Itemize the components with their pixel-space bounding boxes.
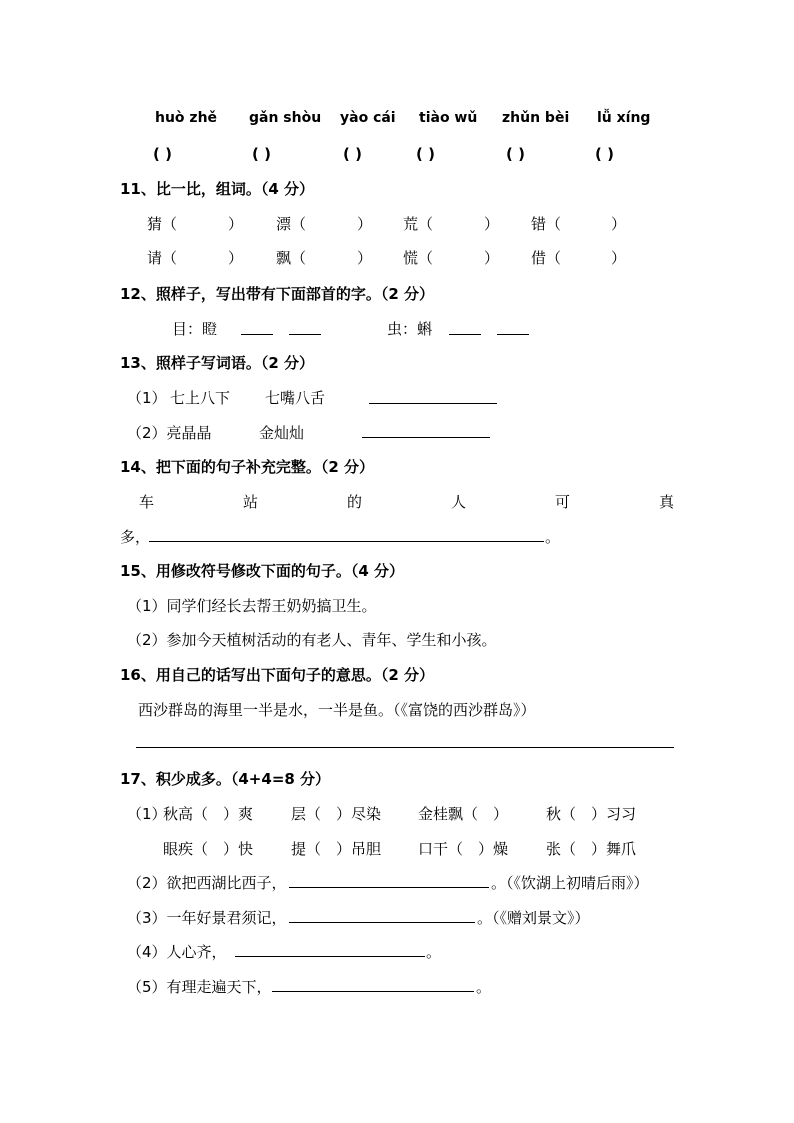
q11-r2-4: 借（ xyxy=(531,249,562,267)
q17-r1-4: 秋（ ）习习 xyxy=(546,805,637,823)
q14-char-2: 站 xyxy=(243,493,259,511)
q17-r2-3: 口干（ ）燥 xyxy=(418,840,509,858)
q13-l1-num: （1） xyxy=(127,389,167,407)
q11-r1-1: 猜（ xyxy=(147,215,178,233)
q17-p4-blank[interactable] xyxy=(235,956,425,957)
q11-r2-1-close: ） xyxy=(228,249,244,267)
q13-l2-blank[interactable] xyxy=(362,437,490,438)
q14-char-6: 真 xyxy=(659,493,675,511)
q11-r1-3-close: ） xyxy=(484,215,500,233)
q12-title: 12、照样子，写出带有下面部首的字。（2 分） xyxy=(120,285,435,303)
q11-r1-4: 错（ xyxy=(531,215,562,233)
q17-r1-num: （1） xyxy=(127,805,167,823)
q14-tail-a: 多， xyxy=(120,528,151,546)
q17-r1-2: 层（ ）尽染 xyxy=(291,805,382,823)
q13-l1-a: 七上八下 xyxy=(170,389,231,407)
q11-r2-1: 请（ xyxy=(147,249,178,267)
q12-right-blank-1[interactable] xyxy=(449,334,481,335)
q17-r2-2: 提（ ）吊胆 xyxy=(291,840,382,858)
q11-r1-3: 荒（ xyxy=(403,215,434,233)
q13-l1-blank[interactable] xyxy=(369,403,497,404)
q17-p3-blank[interactable] xyxy=(289,922,475,923)
q16-sentence: 西沙群岛的海里一半是水，一半是鱼。（《富饶的西沙群岛》） xyxy=(138,701,536,719)
q14-char-4: 人 xyxy=(451,493,467,511)
q17-p5-b: 。 xyxy=(476,978,492,996)
pinyin-blank-3[interactable]: ( ) xyxy=(343,145,362,163)
q17-p5-blank[interactable] xyxy=(272,991,474,992)
q11-r2-4-close: ） xyxy=(611,249,627,267)
pinyin-blank-4[interactable]: ( ) xyxy=(416,145,435,163)
pinyin-blank-1[interactable]: ( ) xyxy=(153,145,172,163)
q11-r2-2-close: ） xyxy=(357,249,373,267)
q13-title: 13、照样子写词语。（2 分） xyxy=(120,354,315,372)
q15-s1: （1）同学们经长去帮王奶奶搞卫生。 xyxy=(127,597,377,615)
q17-r1-3: 金桂飘（ ） xyxy=(418,805,509,823)
q17-title: 17、积少成多。（4+4=8 分） xyxy=(120,770,331,788)
pinyin-3: yào cái xyxy=(340,110,396,126)
q17-p3-b: 。（《赠刘景文》） xyxy=(477,909,590,927)
pinyin-4: tiào wǔ xyxy=(419,110,478,126)
q11-title: 11、比一比，组词。（4 分） xyxy=(120,180,315,198)
q11-r2-3-close: ） xyxy=(484,249,500,267)
q17-p2-a: （2）欲把西湖比西子， xyxy=(127,874,287,892)
q14-char-3: 的 xyxy=(347,493,363,511)
q12-left: 目：瞪 xyxy=(172,320,218,338)
q15-title: 15、用修改符号修改下面的句子。（4 分） xyxy=(120,562,405,580)
q17-r2-4: 张（ ）舞爪 xyxy=(546,840,637,858)
q12-left-blank-1[interactable] xyxy=(241,334,273,335)
q14-tail-b: 。 xyxy=(545,528,561,546)
q14-title: 14、把下面的句子补充完整。（2 分） xyxy=(120,458,375,476)
pinyin-5: zhǔn bèi xyxy=(502,110,570,126)
q17-p4-b: 。 xyxy=(426,943,442,961)
q11-r1-1-close: ） xyxy=(228,215,244,233)
q14-blank[interactable] xyxy=(149,541,544,542)
q11-r2-3: 慌（ xyxy=(403,249,434,267)
q11-r1-2: 漂（ xyxy=(276,215,307,233)
q13-l2-a: （2）亮晶晶 xyxy=(127,424,212,442)
pinyin-blank-2[interactable]: ( ) xyxy=(252,145,271,163)
pinyin-6: lǚ xíng xyxy=(597,110,651,126)
q15-s2: （2）参加今天植树活动的有老人、青年、学生和小孩。 xyxy=(127,631,497,649)
q17-r2-1: 眼疾（ ）快 xyxy=(163,840,254,858)
q16-title: 16、用自己的话写出下面句子的意思。（2 分） xyxy=(120,666,435,684)
pinyin-blank-6[interactable]: ( ) xyxy=(595,145,614,163)
q11-r1-4-close: ） xyxy=(611,215,627,233)
q16-answer-line[interactable] xyxy=(136,747,674,748)
pinyin-2: gǎn shòu xyxy=(249,110,322,126)
q14-char-1: 车 xyxy=(139,493,155,511)
q17-p5-a: （5）有理走遍天下， xyxy=(127,978,272,996)
q17-r1-1: 秋高（ ）爽 xyxy=(163,805,254,823)
pinyin-blank-5[interactable]: ( ) xyxy=(506,145,525,163)
q12-left-blank-2[interactable] xyxy=(289,334,321,335)
q13-l2-b: 金灿灿 xyxy=(259,424,305,442)
q13-l1-b: 七嘴八舌 xyxy=(265,389,326,407)
q11-r1-2-close: ） xyxy=(357,215,373,233)
pinyin-1: huò zhě xyxy=(155,110,218,126)
q11-r2-2: 飘（ xyxy=(276,249,307,267)
q12-right-blank-2[interactable] xyxy=(497,334,529,335)
q14-char-5: 可 xyxy=(555,493,571,511)
q12-right: 虫：蝌 xyxy=(387,320,433,338)
q17-p2-blank[interactable] xyxy=(289,887,489,888)
q17-p2-b: 。（《饮湖上初晴后雨》） xyxy=(491,874,649,892)
q17-p4-a: （4）人心齐， xyxy=(127,943,227,961)
q17-p3-a: （3）一年好景君须记， xyxy=(127,909,287,927)
